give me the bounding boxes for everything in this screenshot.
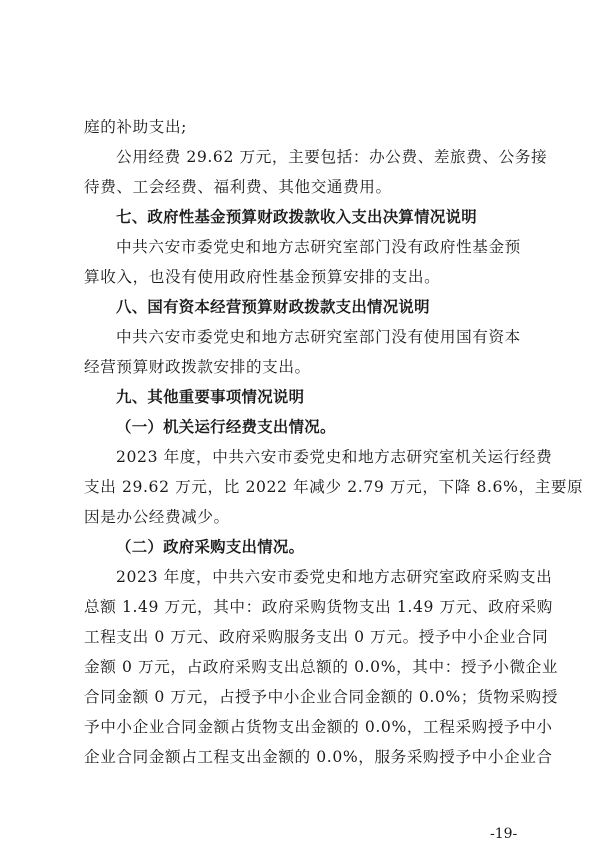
section-heading-7: 七、政府性基金预算财政拨款收入支出决算情况说明 — [116, 208, 477, 226]
text-line: 中共六安市委党史和地方志研究室部门没有政府性基金预 — [116, 238, 521, 256]
text-line: 金额 0 万元，占政府采购支出总额的 0.0%，其中：授予小微企业 — [84, 658, 559, 676]
subsection-heading-1: （一）机关运行经费支出情况。 — [116, 418, 336, 436]
text-line: 待费、工会经费、福利费、其他交通费用。 — [84, 178, 392, 196]
text-line: 庭的补助支出; — [84, 118, 188, 136]
text-line: 公用经费 29.62 万元，主要包括：办公费、差旅费、公务接 — [116, 148, 548, 166]
page-number: -19- — [490, 826, 518, 842]
section-heading-9: 九、其他重要事项情况说明 — [116, 388, 305, 406]
text-line: 因是办公经费减少。 — [84, 508, 230, 526]
text-line: 企业合同金额占工程支出金额的 0.0%，服务采购授予中小企业合 — [84, 748, 553, 766]
text-line: 中共六安市委党史和地方志研究室部门没有使用国有资本 — [116, 328, 521, 346]
text-line: 总额 1.49 万元，其中：政府采购货物支出 1.49 万元、政府采购 — [84, 598, 553, 616]
text-line: 支出 29.62 万元，比 2022 年减少 2.79 万元，下降 8.6%，主要原 — [84, 478, 584, 496]
text-line: 经营预算财政拨款安排的支出。 — [84, 358, 311, 376]
text-line: 合同金额 0 万元，占授予中小企业合同金额的 0.0%；货物采购授 — [84, 688, 559, 706]
text-line: 工程支出 0 万元、政府采购服务支出 0 万元。授予中小企业合同 — [84, 628, 549, 646]
text-line: 2023 年度，中共六安市委党史和地方志研究室政府采购支出 — [116, 568, 553, 586]
text-line: 予中小企业合同金额占货物支出金额的 0.0%，工程采购授予中小 — [84, 718, 553, 736]
section-heading-8: 八、国有资本经营预算财政拨款支出情况说明 — [116, 298, 430, 316]
text-line: 算收入，也没有使用政府性基金预算安排的支出。 — [84, 268, 441, 286]
text-line: 2023 年度，中共六安市委党史和地方志研究室机关运行经费 — [116, 448, 553, 466]
subsection-heading-2: （二）政府采购支出情况。 — [116, 538, 305, 556]
